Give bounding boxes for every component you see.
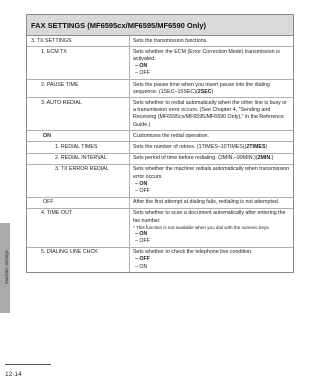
description-tail: ) bbox=[211, 88, 214, 95]
option-default: – OFF bbox=[135, 256, 151, 263]
setting-description: Customizes the redial operation. bbox=[133, 132, 209, 139]
option: – ON bbox=[135, 263, 148, 270]
setting-name: 1. ECM TX bbox=[27, 47, 130, 79]
setting-name: 3. TX SETTINGS bbox=[27, 36, 130, 46]
setting-description: Sets whether to redial automatically when the other line is busy or a transmission error occurs. (See Chapter 4, "Sending and Receiving (MF6595cx/MF6595/MF6590 Only)," in the Reference Guide.) bbox=[133, 99, 287, 128]
table-row bbox=[27, 47, 293, 80]
table-row bbox=[27, 98, 293, 131]
page-number-rule bbox=[5, 364, 51, 365]
setting-description-cell bbox=[130, 154, 293, 164]
setting-name: 4. TIME OUT bbox=[27, 209, 130, 247]
setting-description-cell bbox=[130, 47, 293, 79]
table-row bbox=[27, 80, 293, 98]
table-row bbox=[27, 142, 293, 153]
setting-description: Sets whether to check the telephone line condition. bbox=[133, 249, 253, 256]
setting-name: 5. DIALING LINE CHCK bbox=[27, 248, 130, 273]
setting-description: Sets whether to scan a document automatically after entering the fax number. bbox=[133, 210, 286, 224]
setting-description-cell bbox=[130, 209, 293, 247]
table-row bbox=[27, 131, 293, 142]
option-default: – ON bbox=[135, 63, 148, 70]
description-tail: ) bbox=[271, 155, 274, 162]
option: – OFF bbox=[135, 70, 151, 77]
table-row bbox=[27, 209, 293, 248]
fax-settings-table bbox=[26, 14, 294, 273]
setting-description: After the first attempt at dialing fails, redialing is not attempted. bbox=[133, 199, 280, 206]
setting-description: Sets the number of retries. (1TIMES–10TIMES)( bbox=[133, 143, 247, 150]
description-tail: ) bbox=[265, 143, 268, 150]
setting-description-cell bbox=[130, 165, 293, 197]
setting-description: Sets the transmission functions. bbox=[133, 37, 208, 44]
table-row bbox=[27, 198, 293, 209]
setting-name: 2. PAUSE TIME bbox=[27, 80, 130, 97]
setting-name: 3. TX ERROR REDIAL bbox=[27, 165, 130, 197]
setting-description-cell bbox=[130, 80, 293, 97]
side-tab-label: Machine Settings bbox=[4, 250, 9, 284]
setting-description: Sets period of time before redialing. (2MIN.–99MIN.)( bbox=[133, 155, 258, 162]
setting-description-cell bbox=[130, 142, 293, 152]
setting-name: OFF bbox=[27, 198, 130, 208]
table-row bbox=[27, 248, 293, 273]
option: – OFF bbox=[135, 237, 151, 244]
setting-name: 1. REDIAL TIMES bbox=[27, 142, 130, 152]
table-row bbox=[27, 165, 293, 198]
setting-description: Sets whether the ECM (Error Correction Mode) transmission is activated. bbox=[133, 48, 280, 62]
option-default: – ON bbox=[135, 230, 148, 237]
setting-description-cell bbox=[130, 248, 293, 273]
setting-note: * This function is not available when you dial with the numeric keys. bbox=[133, 224, 270, 230]
default-value: 2SEC bbox=[197, 88, 212, 95]
setting-name: 2. REDIAL INTERVAL bbox=[27, 154, 130, 164]
table-row bbox=[27, 36, 293, 47]
option: – OFF bbox=[135, 187, 151, 194]
table-title: FAX SETTINGS (MF6595cx/MF6595/MF6590 Only) bbox=[27, 15, 293, 36]
default-value: 2TIMES bbox=[246, 143, 266, 150]
table-row bbox=[27, 154, 293, 165]
setting-description: Sets whether the machine redials automatically when transmission error occurs. bbox=[133, 166, 290, 180]
default-value: 2MIN. bbox=[257, 155, 272, 162]
option-default: – ON bbox=[135, 180, 148, 187]
side-tab bbox=[0, 0, 10, 386]
page-number: 12-14 bbox=[5, 371, 22, 378]
setting-name: ON bbox=[27, 131, 130, 141]
setting-name: 3. AUTO REDIAL bbox=[27, 98, 130, 130]
setting-description: Sets the pause time when you insert pause into the dialing sequence. (1SEC–15SEC)( bbox=[133, 81, 270, 95]
